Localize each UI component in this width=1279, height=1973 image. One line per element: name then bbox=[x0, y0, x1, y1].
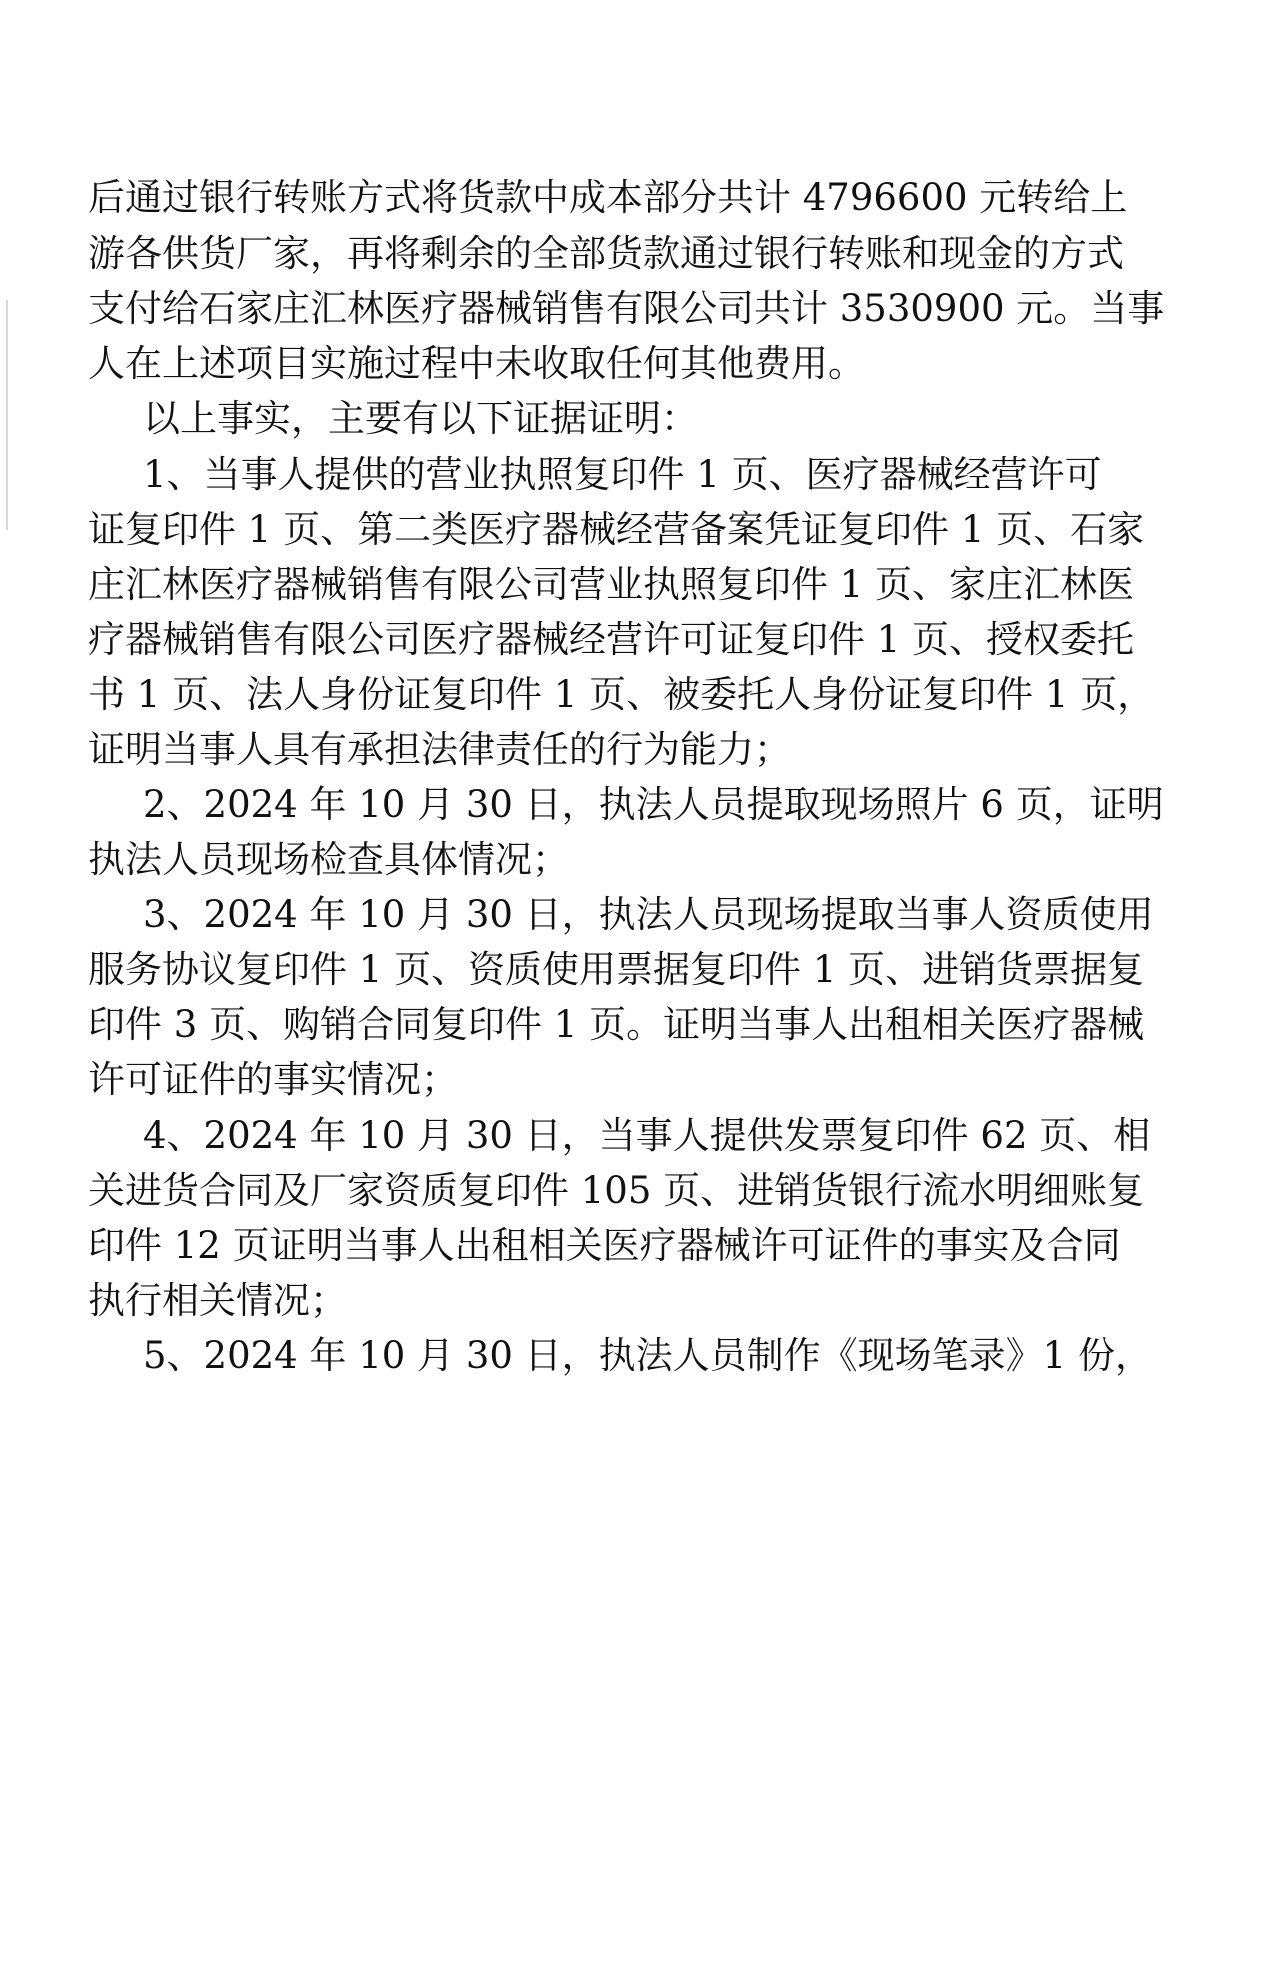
text-line: 3、2024 年 10 月 30 日，执法人员现场提取当事人资质使用 bbox=[143, 893, 1154, 936]
text-line: 执行相关情况； bbox=[88, 1279, 347, 1322]
text-line: 人在上述项目实施过程中未收取任何其他费用。 bbox=[88, 342, 865, 385]
text-line: 服务协议复印件 1 页、资质使用票据复印件 1 页、进销货票据复 bbox=[88, 948, 1145, 991]
text-line: 4、2024 年 10 月 30 日，当事人提供发票复印件 62 页、相 bbox=[143, 1114, 1151, 1157]
text-line: 庄汇林医疗器械销售有限公司营业执照复印件 1 页、家庄汇林医 bbox=[88, 563, 1135, 606]
text-line: 支付给石家庄汇林医疗器械销售有限公司共计 3530900 元。当事 bbox=[88, 287, 1165, 330]
text-line: 证明当事人具有承担法律责任的行为能力； bbox=[88, 728, 791, 771]
text-line: 关进货合同及厂家资质复印件 105 页、进销货银行流水明细账复 bbox=[88, 1169, 1145, 1212]
text-line: 证复印件 1 页、第二类医疗器械经营备案凭证复印件 1 页、石家 bbox=[88, 508, 1145, 551]
text-line: 许可证件的事实情况； bbox=[88, 1058, 458, 1101]
scan-edge-mark bbox=[6, 300, 8, 530]
text-line: 1、当事人提供的营业执照复印件 1 页、医疗器械经营许可 bbox=[143, 453, 1102, 496]
text-line: 印件 3 页、购销合同复印件 1 页。证明当事人出租相关医疗器械 bbox=[88, 1003, 1145, 1046]
text-line: 游各供货厂家，再将剩余的全部货款通过银行转账和现金的方式 bbox=[88, 232, 1124, 275]
text-line: 5、2024 年 10 月 30 日，执法人员制作《现场笔录》1 份， bbox=[143, 1334, 1152, 1377]
text-line: 执法人员现场检查具体情况； bbox=[88, 838, 569, 881]
text-line: 后通过银行转账方式将货款中成本部分共计 4796600 元转给上 bbox=[88, 176, 1128, 219]
text-line: 印件 12 页证明当事人出租相关医疗器械许可证件的事实及合同 bbox=[88, 1224, 1121, 1267]
text-line: 疗器械销售有限公司医疗器械经营许可证复印件 1 页、授权委托 bbox=[88, 618, 1135, 661]
text-line: 书 1 页、法人身份证复印件 1 页、被委托人身份证复印件 1 页， bbox=[88, 673, 1155, 716]
text-line: 以上事实，主要有以下证据证明： bbox=[143, 397, 698, 440]
text-line: 2、2024 年 10 月 30 日，执法人员提取现场照片 6 页，证明 bbox=[143, 783, 1164, 826]
